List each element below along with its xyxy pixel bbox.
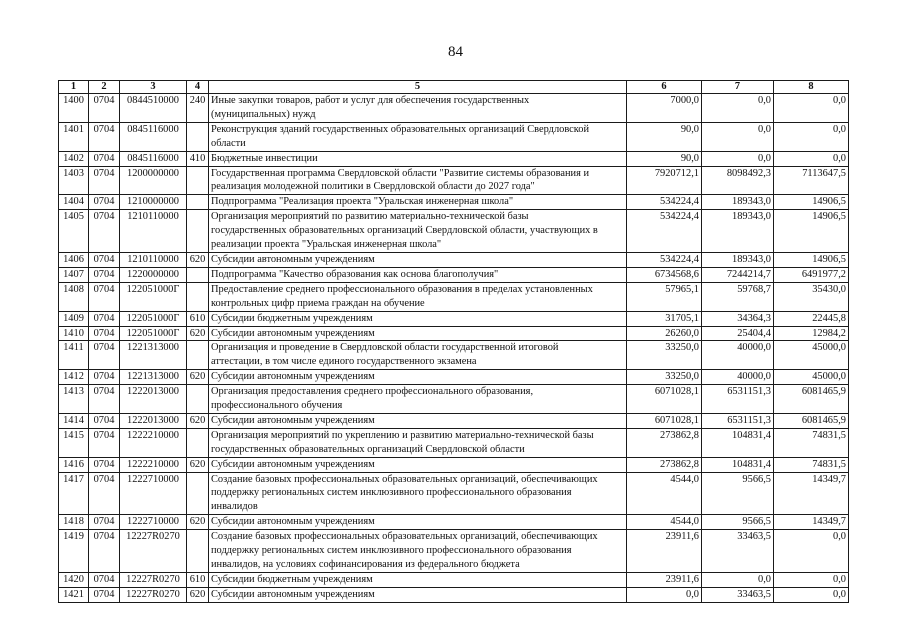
amount-col6-cell: 6734568,6 [627,267,702,282]
table-row [59,267,849,282]
item-name-cell: Иные закупки товаров, работ и услуг для обеспечения государственных (муниципальных) нужд [209,94,627,123]
amount-col7-cell: 189343,0 [702,210,774,253]
section-code-cell: 0704 [89,341,120,370]
table-row [59,428,849,457]
amount-col6-cell: 26260,0 [627,326,702,341]
amount-col6-cell: 33250,0 [627,370,702,385]
expense-type-cell [187,195,209,210]
row-number-cell: 1421 [59,587,89,602]
item-name-cell: Субсидии автономным учреждениям [209,252,627,267]
amount-col8-cell: 74831,5 [774,428,849,457]
table-row [59,151,849,166]
target-code-cell: 1222210000 [120,428,187,457]
section-code-cell: 0704 [89,385,120,414]
target-code-cell: 1222710000 [120,515,187,530]
expense-type-cell [187,472,209,515]
amount-col8-cell: 22445,8 [774,311,849,326]
row-number-cell: 1415 [59,428,89,457]
row-number-cell: 1405 [59,210,89,253]
expense-type-cell: 240 [187,94,209,123]
expense-type-cell [187,166,209,195]
column-header: 2 [89,81,120,94]
amount-col6-cell: 23911,6 [627,530,702,573]
expense-type-cell: 620 [187,587,209,602]
amount-col7-cell: 34364,3 [702,311,774,326]
amount-col6-cell: 273862,8 [627,428,702,457]
column-header: 6 [627,81,702,94]
table-row [59,341,849,370]
amount-col6-cell: 534224,4 [627,210,702,253]
row-number-cell: 1403 [59,166,89,195]
item-name-cell: Бюджетные инвестиции [209,151,627,166]
amount-col8-cell: 14906,5 [774,195,849,210]
row-number-cell: 1409 [59,311,89,326]
table-row [59,311,849,326]
amount-col6-cell: 6071028,1 [627,385,702,414]
item-name-cell: Подпрограмма "Реализация проекта "Уральская инженерная школа" [209,195,627,210]
section-code-cell: 0704 [89,530,120,573]
table-row [59,572,849,587]
section-code-cell: 0704 [89,267,120,282]
row-number-cell: 1401 [59,122,89,151]
table-row [59,587,849,602]
row-number-cell: 1416 [59,457,89,472]
amount-col8-cell: 0,0 [774,122,849,151]
amount-col7-cell: 40000,0 [702,341,774,370]
section-code-cell: 0704 [89,587,120,602]
table-row [59,413,849,428]
table-row [59,385,849,414]
row-number-cell: 1420 [59,572,89,587]
budget-table [58,80,849,603]
item-name-cell: Субсидии автономным учреждениям [209,370,627,385]
section-code-cell: 0704 [89,151,120,166]
expense-type-cell: 610 [187,572,209,587]
target-code-cell: 12227R0270 [120,572,187,587]
table-row [59,166,849,195]
item-name-cell: Создание базовых профессиональных образовательных организаций, обеспечивающих поддержку региональных систем инклюзивного профессионального образования инвалидов [209,472,627,515]
expense-type-cell [187,267,209,282]
row-number-cell: 1418 [59,515,89,530]
header-row [59,81,849,94]
amount-col7-cell: 9566,5 [702,515,774,530]
amount-col6-cell: 534224,4 [627,195,702,210]
column-header: 1 [59,81,89,94]
amount-col6-cell: 7000,0 [627,94,702,123]
item-name-cell: Субсидии автономным учреждениям [209,326,627,341]
expense-type-cell [187,210,209,253]
row-number-cell: 1407 [59,267,89,282]
amount-col6-cell: 273862,8 [627,457,702,472]
target-code-cell: 122051000Г [120,311,187,326]
section-code-cell: 0704 [89,370,120,385]
expense-type-cell: 620 [187,252,209,267]
target-code-cell: 1210000000 [120,195,187,210]
amount-col7-cell: 9566,5 [702,472,774,515]
target-code-cell: 1222210000 [120,457,187,472]
amount-col8-cell: 45000,0 [774,370,849,385]
amount-col6-cell: 534224,4 [627,252,702,267]
amount-col8-cell: 14349,7 [774,472,849,515]
table-row [59,370,849,385]
amount-col7-cell: 104831,4 [702,457,774,472]
expense-type-cell [187,341,209,370]
amount-col6-cell: 90,0 [627,151,702,166]
table-row [59,457,849,472]
section-code-cell: 0704 [89,252,120,267]
target-code-cell: 0845116000 [120,151,187,166]
row-number-cell: 1417 [59,472,89,515]
amount-col6-cell: 6071028,1 [627,413,702,428]
amount-col8-cell: 45000,0 [774,341,849,370]
target-code-cell: 12227R0270 [120,530,187,573]
amount-col8-cell: 12984,2 [774,326,849,341]
table-row [59,252,849,267]
expense-type-cell: 620 [187,370,209,385]
amount-col8-cell: 6491977,2 [774,267,849,282]
expense-type-cell: 410 [187,151,209,166]
table-row [59,94,849,123]
section-code-cell: 0704 [89,472,120,515]
section-code-cell: 0704 [89,94,120,123]
item-name-cell: Организация мероприятий по развитию материально-технической базы государственных образовательных организаций Свердловской области, участвующих в реализации проекта "Уральская инженерная школа" [209,210,627,253]
target-code-cell: 0845116000 [120,122,187,151]
column-header: 5 [209,81,627,94]
item-name-cell: Субсидии бюджетным учреждениям [209,311,627,326]
row-number-cell: 1410 [59,326,89,341]
amount-col6-cell: 4544,0 [627,472,702,515]
item-name-cell: Субсидии бюджетным учреждениям [209,572,627,587]
expense-type-cell: 620 [187,457,209,472]
item-name-cell: Организация предоставления среднего профессионального образования, профессионального обучения [209,385,627,414]
page-number: 84 [448,44,463,60]
amount-col8-cell: 0,0 [774,572,849,587]
column-header: 3 [120,81,187,94]
amount-col7-cell: 0,0 [702,572,774,587]
item-name-cell: Организация и проведение в Свердловской области государственной итоговой аттестации, в том числе единого государственного экзамена [209,341,627,370]
row-number-cell: 1412 [59,370,89,385]
table-row [59,515,849,530]
amount-col7-cell: 6531151,3 [702,385,774,414]
section-code-cell: 0704 [89,515,120,530]
row-number-cell: 1402 [59,151,89,166]
amount-col7-cell: 33463,5 [702,587,774,602]
target-code-cell: 1221313000 [120,341,187,370]
target-code-cell: 1220000000 [120,267,187,282]
row-number-cell: 1419 [59,530,89,573]
expense-type-cell: 620 [187,413,209,428]
amount-col7-cell: 0,0 [702,94,774,123]
amount-col8-cell: 0,0 [774,151,849,166]
section-code-cell: 0704 [89,282,120,311]
target-code-cell: 122051000Г [120,282,187,311]
row-number-cell: 1414 [59,413,89,428]
column-header: 4 [187,81,209,94]
section-code-cell: 0704 [89,413,120,428]
amount-col8-cell: 0,0 [774,530,849,573]
row-number-cell: 1404 [59,195,89,210]
amount-col6-cell: 23911,6 [627,572,702,587]
amount-col7-cell: 0,0 [702,122,774,151]
amount-col8-cell: 0,0 [774,94,849,123]
section-code-cell: 0704 [89,122,120,151]
amount-col7-cell: 189343,0 [702,252,774,267]
section-code-cell: 0704 [89,572,120,587]
target-code-cell: 1222710000 [120,472,187,515]
item-name-cell: Реконструкция зданий государственных образовательных организаций Свердловской области [209,122,627,151]
item-name-cell: Государственная программа Свердловской области "Развитие системы образования и реализация молодежной политики в Свердловской области до 2027 года" [209,166,627,195]
target-code-cell: 1222013000 [120,385,187,414]
target-code-cell: 0844510000 [120,94,187,123]
amount-col6-cell: 0,0 [627,587,702,602]
section-code-cell: 0704 [89,195,120,210]
section-code-cell: 0704 [89,311,120,326]
expense-type-cell [187,428,209,457]
item-name-cell: Субсидии автономным учреждениям [209,457,627,472]
amount-col8-cell: 74831,5 [774,457,849,472]
amount-col6-cell: 4544,0 [627,515,702,530]
amount-col8-cell: 6081465,9 [774,413,849,428]
target-code-cell: 1210110000 [120,210,187,253]
table-row [59,122,849,151]
amount-col7-cell: 189343,0 [702,195,774,210]
amount-col8-cell: 35430,0 [774,282,849,311]
item-name-cell: Организация мероприятий по укреплению и развитию материально-технической базы государственных образовательных организаций Свердловской области [209,428,627,457]
target-code-cell: 122051000Г [120,326,187,341]
expense-type-cell: 620 [187,515,209,530]
amount-col7-cell: 0,0 [702,151,774,166]
table-row [59,472,849,515]
expense-type-cell [187,122,209,151]
amount-col8-cell: 7113647,5 [774,166,849,195]
target-code-cell: 1222013000 [120,413,187,428]
expense-type-cell [187,530,209,573]
amount-col8-cell: 14906,5 [774,252,849,267]
amount-col8-cell: 14349,7 [774,515,849,530]
amount-col7-cell: 59768,7 [702,282,774,311]
amount-col6-cell: 90,0 [627,122,702,151]
item-name-cell: Субсидии автономным учреждениям [209,587,627,602]
item-name-cell: Создание базовых профессиональных образовательных организаций, обеспечивающих поддержку региональных систем инклюзивного профессионального образования инвалидов, на условиях софинансирования из федерального бюджета [209,530,627,573]
column-header: 7 [702,81,774,94]
amount-col6-cell: 33250,0 [627,341,702,370]
expense-type-cell [187,282,209,311]
amount-col7-cell: 33463,5 [702,530,774,573]
section-code-cell: 0704 [89,210,120,253]
amount-col6-cell: 31705,1 [627,311,702,326]
amount-col7-cell: 40000,0 [702,370,774,385]
table-row [59,282,849,311]
amount-col7-cell: 104831,4 [702,428,774,457]
amount-col8-cell: 6081465,9 [774,385,849,414]
amount-col8-cell: 0,0 [774,587,849,602]
item-name-cell: Субсидии автономным учреждениям [209,413,627,428]
row-number-cell: 1400 [59,94,89,123]
item-name-cell: Предоставление среднего профессионального образования в пределах установленных контрольных цифр приема граждан на обучение [209,282,627,311]
row-number-cell: 1406 [59,252,89,267]
amount-col7-cell: 8098492,3 [702,166,774,195]
item-name-cell: Субсидии автономным учреждениям [209,515,627,530]
section-code-cell: 0704 [89,457,120,472]
expense-type-cell: 620 [187,326,209,341]
amount-col7-cell: 7244214,7 [702,267,774,282]
section-code-cell: 0704 [89,166,120,195]
table-row [59,530,849,573]
item-name-cell: Подпрограмма "Качество образования как основа благополучия" [209,267,627,282]
expense-type-cell [187,385,209,414]
target-code-cell: 1200000000 [120,166,187,195]
amount-col7-cell: 25404,4 [702,326,774,341]
target-code-cell: 1210110000 [120,252,187,267]
amount-col6-cell: 57965,1 [627,282,702,311]
amount-col8-cell: 14906,5 [774,210,849,253]
expense-type-cell: 610 [187,311,209,326]
target-code-cell: 12227R0270 [120,587,187,602]
row-number-cell: 1411 [59,341,89,370]
amount-col6-cell: 7920712,1 [627,166,702,195]
target-code-cell: 1221313000 [120,370,187,385]
table-row [59,326,849,341]
section-code-cell: 0704 [89,428,120,457]
amount-col7-cell: 6531151,3 [702,413,774,428]
table-row [59,210,849,253]
section-code-cell: 0704 [89,326,120,341]
table-row [59,195,849,210]
row-number-cell: 1408 [59,282,89,311]
row-number-cell: 1413 [59,385,89,414]
column-header: 8 [774,81,849,94]
